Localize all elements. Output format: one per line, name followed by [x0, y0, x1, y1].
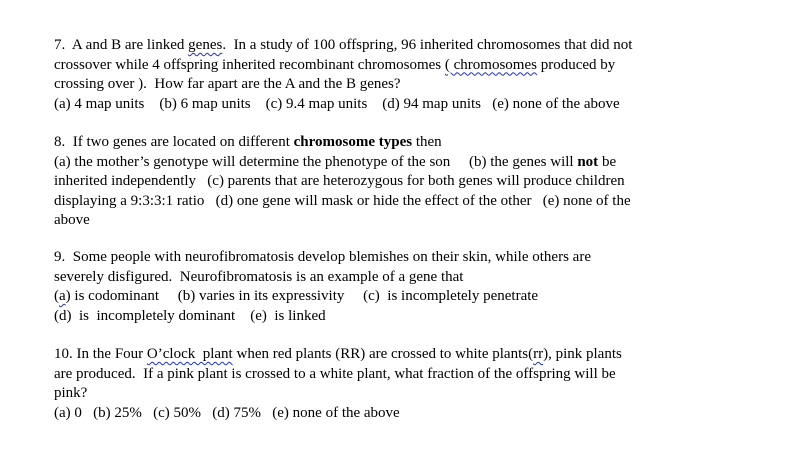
q9-spellcheck-word: a — [59, 288, 66, 304]
q9-choices: ) is codominant (b) varies in its expressivity (c) is incompletely penetrate — [65, 288, 539, 304]
q9-text: severely disfigured. Neurofibromatosis is an example of a gene that — [54, 268, 464, 285]
q8-line-5 — [54, 211, 734, 231]
q10-text: pink? — [54, 385, 88, 401]
q7-line-3 — [54, 75, 734, 95]
q10-text: when red plants (RR) are crossed to white plants( — [232, 346, 534, 362]
q8-bold-term: chromosome types — [293, 134, 413, 150]
q7-text: 7. A and B are linked — [54, 37, 189, 53]
q7-choices: (a) 4 map units (b) 6 map units (c) 9.4 map units (d) 94 map units (e) none of the above — [54, 95, 620, 112]
q10-line-1 — [54, 345, 734, 365]
q9-text: ( — [54, 288, 59, 304]
q9-line-1 — [54, 248, 734, 268]
q8-line-2 — [54, 153, 734, 173]
q8-text: (a) the mother’s genotype will determine the phenotype of the son (b) the genes will — [54, 153, 578, 170]
q8-line-4 — [54, 192, 734, 212]
q7-text: produced by — [536, 56, 616, 73]
q9-options-2 — [54, 307, 734, 327]
q8-text: then — [412, 134, 442, 150]
q9-choices: (d) is incompletely dominant (e) is linked — [54, 307, 326, 324]
q8-line-1 — [54, 133, 734, 153]
question-9 — [54, 248, 734, 326]
q7-line-1 — [54, 36, 734, 56]
q9-options-1 — [54, 287, 734, 307]
q8-text: above — [54, 212, 90, 228]
q10-line-2 — [54, 365, 734, 385]
q7-options — [54, 95, 734, 115]
q7-text: crossing over ). How far apart are the A and the B genes? — [54, 76, 401, 92]
q10-line-3 — [54, 384, 734, 404]
question-7 — [54, 36, 734, 114]
q10-spellcheck-word: rr — [533, 346, 544, 362]
q8-bold-term: not — [577, 153, 599, 170]
q7-line-2 — [54, 56, 734, 76]
q7-spellcheck-word: ( chromosomes — [444, 56, 537, 73]
q8-text: inherited independently (c) parents that are heterozygous for both genes will produce children — [54, 173, 625, 189]
q9-text: 9. Some people with neurofibromatosis develop blemishes on their skin, while others are — [54, 249, 591, 265]
q8-text: 8. If two genes are located on different — [54, 134, 294, 150]
q7-text: crossover while 4 offspring inherited recombinant chromosomes — [54, 56, 445, 73]
q10-spellcheck-word: O’clock plant — [146, 346, 233, 362]
q9-line-2 — [54, 268, 734, 288]
q10-text: ), pink plants — [543, 346, 622, 362]
q10-text: are produced. If a pink plant is crossed to a white plant, what fraction of the offspring will be — [54, 365, 616, 382]
q8-line-3 — [54, 172, 734, 192]
q8-text: be — [598, 153, 617, 170]
q7-spellcheck-word: genes — [188, 37, 223, 53]
q8-text: displaying a 9:3:3:1 ratio (d) one gene will mask or hide the effect of the other (e) none of the — [54, 192, 631, 209]
question-10 — [54, 345, 734, 423]
q10-choices: (a) 0 (b) 25% (c) 50% (d) 75% (e) none of the above — [54, 404, 400, 421]
q7-text: . In a study of 100 offspring, 96 inherited chromosomes that did not — [222, 37, 633, 53]
q10-text: 10. In the Four — [54, 346, 147, 362]
question-8 — [54, 133, 734, 231]
q10-options — [54, 404, 734, 424]
